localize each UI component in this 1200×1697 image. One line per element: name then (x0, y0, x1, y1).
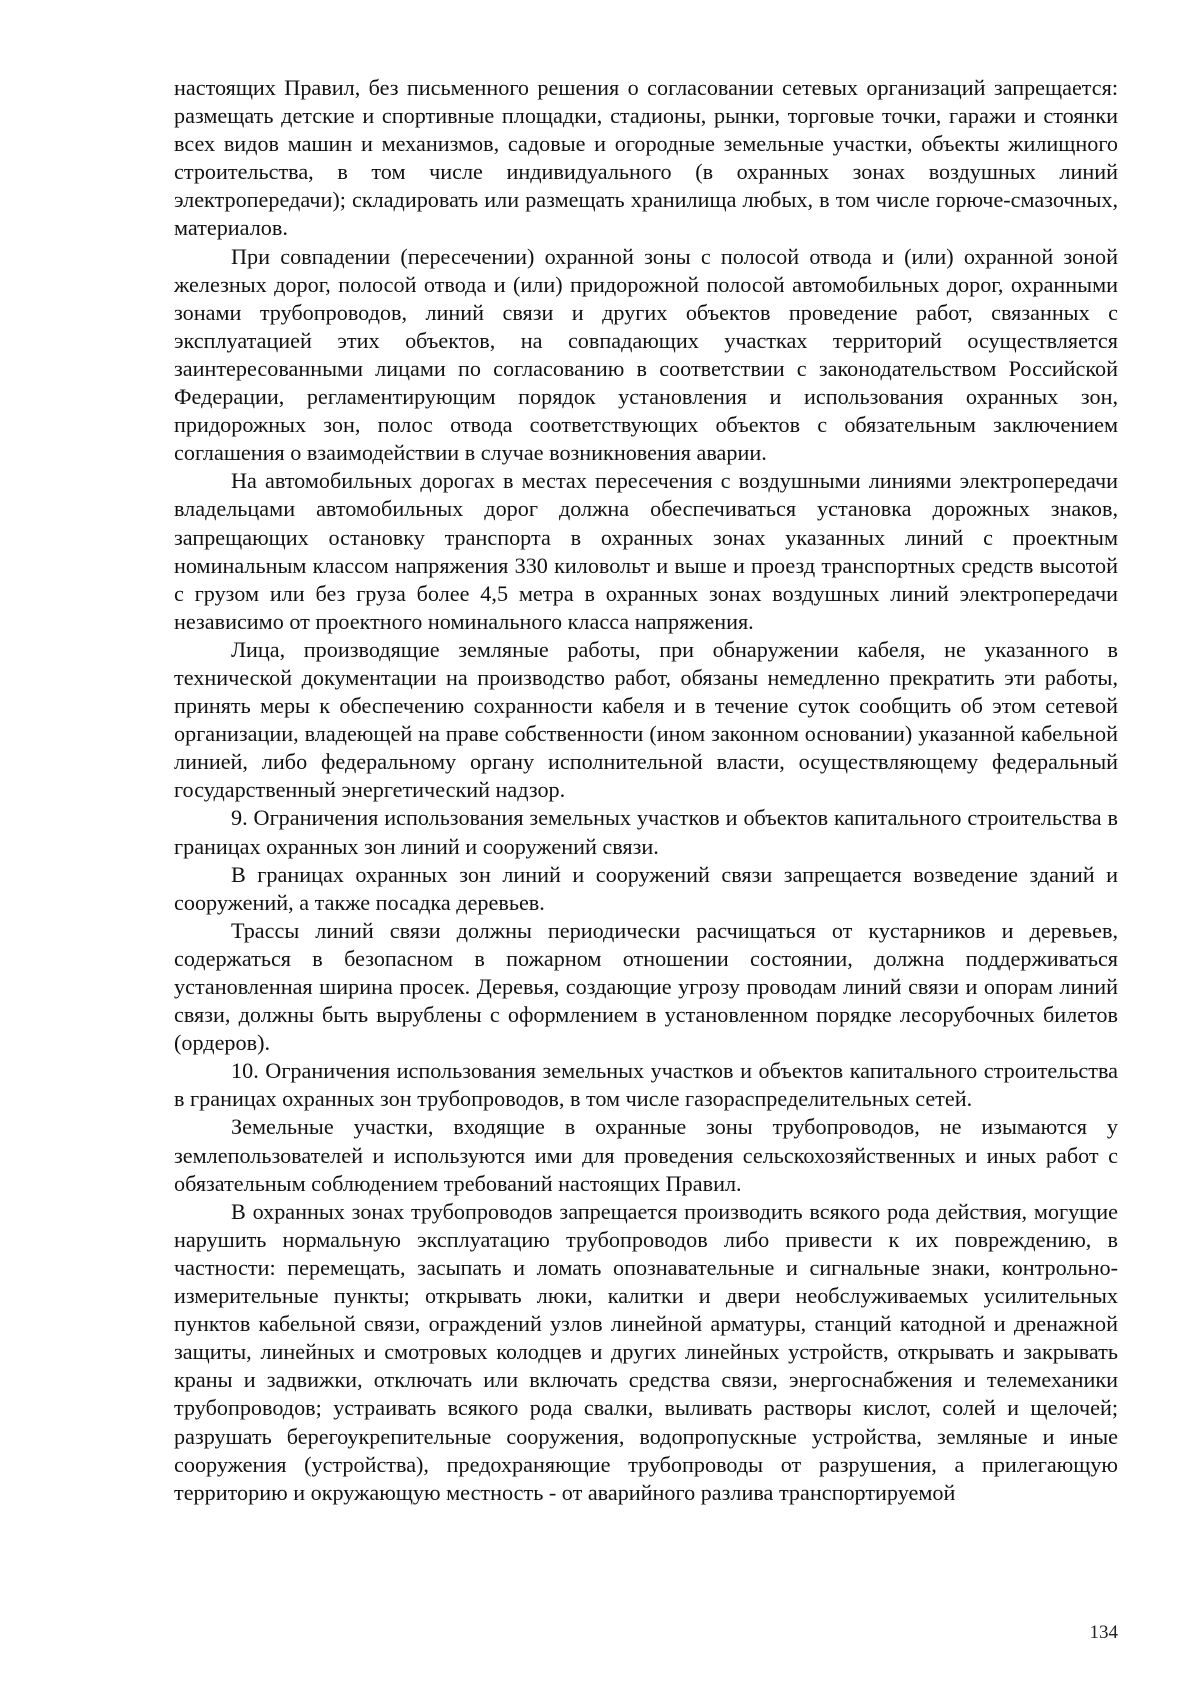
page-number: 134 (1089, 1622, 1118, 1643)
paragraph-road-signs: На автомобильных дорогах в местах пересечения с воздушными линиями электропередачи владельцами автомобильных дорог должна обеспечиваться установка дорожных знаков, запрещающих остановку транспорта в охранных зонах указанных линий с проектным номинальным классом напряжения 330 киловольт и выше и проезд транспортных средств высотой с грузом или без груза более 4,5 метра в охранных зонах воздушных линий электропередачи независимо от проектного номинального класса напряжения. (174, 468, 1118, 634)
section-heading-9: 9. Ограничения использования земельных участков и объектов капитального строительства в границах охранных зон линий и сооружений связи. (174, 805, 1118, 859)
document-body (174, 74, 1118, 1507)
section-heading-10: 10. Ограничения использования земельных участков и объектов капитального строительства в границах охранных зон трубопроводов, в том числе газораспределительных сетей. (174, 1058, 1118, 1112)
paragraph-communication-zones: В границах охранных зон линий и сооружений связи запрещается возведение зданий и сооружений, а также посадка деревьев. (174, 861, 1118, 915)
paragraph-cable-discovery: Лица, производящие земляные работы, при обнаружении кабеля, не указанного в технической документации на производство работ, обязаны немедленно прекратить эти работы, принять меры к обеспечению сохранности кабеля и в течение суток сообщить об этом сетевой организации, владеющей на праве собственности (ином законном основании) указанной кабельной линией, либо федеральному органу исполнительной власти, осуществляющему федеральный государственный энергетический надзор. (174, 636, 1118, 803)
paragraph-pipeline-prohibitions: В охранных зонах трубопроводов запрещается производить всякого рода действия, могущие нарушить нормальную эксплуатацию трубопроводов либо привести к их повреждению, в частности: перемещать, засыпать и ломать опознавательные и сигнальные знаки, контрольно-измерительные пункты; открывать люки, калитки и двери необслуживаемых усилительных пунктов кабельной связи, ограждений узлов линейной арматуры, станций катодной и дренажной защиты, линейных и смотровых колодцев и других линейных устройств, открывать и закрывать краны и задвижки, отключать или включать средства связи, энергоснабжения и телемеханики трубопроводов; устраивать всякого рода свалки, выливать растворы кислот, солей и щелочей; разрушать берегоукрепительные сооружения, водопропускные устройства, земляные и иные сооружения (устройства), предохраняющие трубопроводы от разрушения, а прилегающую территорию и окружающую местность - от аварийного разлива транспортируемой (174, 1198, 1118, 1505)
paragraph-communication-routes: Трассы линий связи должны периодически расчищаться от кустарников и деревьев, содержаться в безопасном в пожарном отношении состоянии, должна поддерживаться установленная ширина просек. Деревья, создающие угрозу проводам линий связи и опорам линий связи, должны быть вырублены с оформлением в установленном порядке лесорубочных билетов (ордеров). (174, 917, 1118, 1056)
paragraph-intersection-zones: При совпадении (пересечении) охранной зоны с полосой отвода и (или) охранной зоной железных дорог, полосой отвода и (или) придорожной полосой автомобильных дорог, охранными зонами трубопроводов, линий связи и других объектов проведение работ, связанных с эксплуатацией этих объектов, на совпадающих участках территорий осуществляется заинтересованными лицами по согласованию в соответствии с законодательством Российской Федерации, регламентирующим порядок установления и использования охранных зон, придорожных зон, полос отвода соответствующих объектов с обязательным заключением соглашения о взаимодействии в случае возникновения аварии. (174, 243, 1118, 466)
paragraph-pipeline-land: Земельные участки, входящие в охранные зоны трубопроводов, не изымаются у землепользователей и используются ими для проведения сельскохозяйственных и иных работ с обязательным соблюдением требований настоящих Правил. (174, 1114, 1118, 1196)
paragraph-continuation: настоящих Правил, без письменного решения о согласовании сетевых организаций запрещается: размещать детские и спортивные площадки, стадионы, рынки, торговые точки, гаражи и стоянки всех видов машин и механизмов, садовые и огородные земельные участки, объекты жилищного строительства, в том числе индивидуального (в охранных зонах воздушных линий электропередачи); складировать или размещать хранилища любых, в том числе горюче-смазочных, материалов. (174, 75, 1118, 241)
